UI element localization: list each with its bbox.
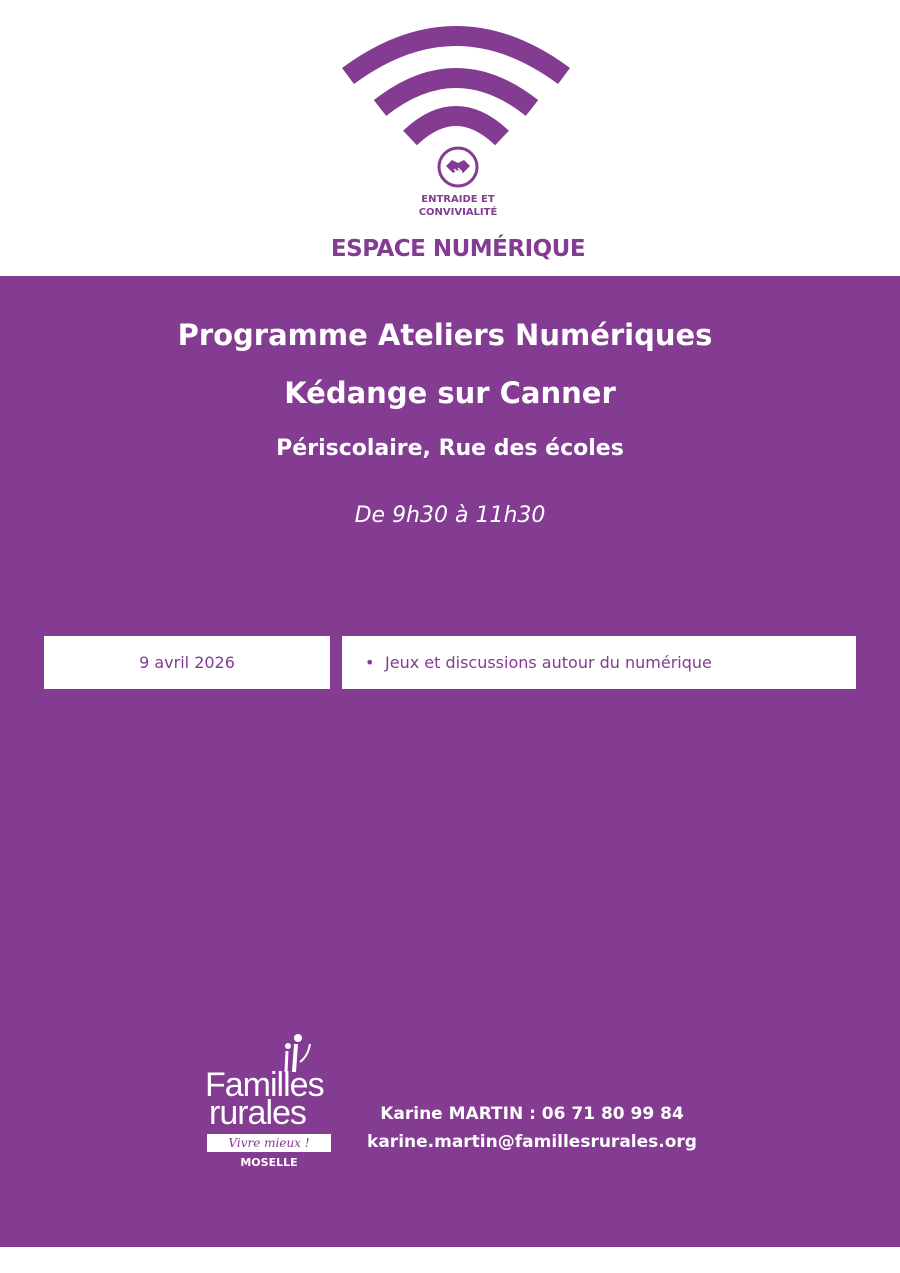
contact-name-phone: Karine MARTIN : 06 71 80 99 84: [380, 1104, 684, 1124]
familles-rurales-logo: [200, 1032, 336, 1172]
tagline: [380, 193, 536, 219]
program-title: Programme Ateliers Numériques: [177, 318, 713, 352]
contact-block: [360, 1100, 704, 1156]
tagline-line2: CONVIVIALITÉ: [418, 207, 498, 218]
session-activity-cell: [342, 636, 856, 689]
header: [0, 0, 900, 276]
program-town: Kédange sur Canner: [284, 376, 616, 410]
activity-list: [342, 653, 712, 672]
logo-department: MOSELLE: [240, 1156, 298, 1169]
logo-word-rurales: rurales: [209, 1094, 306, 1132]
logo-word-familles: Familles: [205, 1066, 324, 1104]
logo-slogan: Vivre mieux !: [207, 1134, 331, 1152]
tagline-line1: ENTRAIDE ET: [421, 194, 495, 205]
wifi-icon: [338, 26, 574, 146]
space-title: ESPACE NUMÉRIQUE: [330, 236, 586, 262]
session-date: 9 avril 2026: [139, 653, 235, 672]
activity-item: • Jeux et discussions autour du numérique: [385, 653, 712, 672]
session-date-cell: [44, 636, 330, 689]
contact-email[interactable]: karine.martin@famillesrurales.org: [367, 1132, 697, 1152]
program-venue: Périscolaire, Rue des écoles: [276, 436, 624, 461]
handshake-icon: [436, 145, 480, 189]
program-hours: De 9h30 à 11h30: [354, 503, 546, 528]
